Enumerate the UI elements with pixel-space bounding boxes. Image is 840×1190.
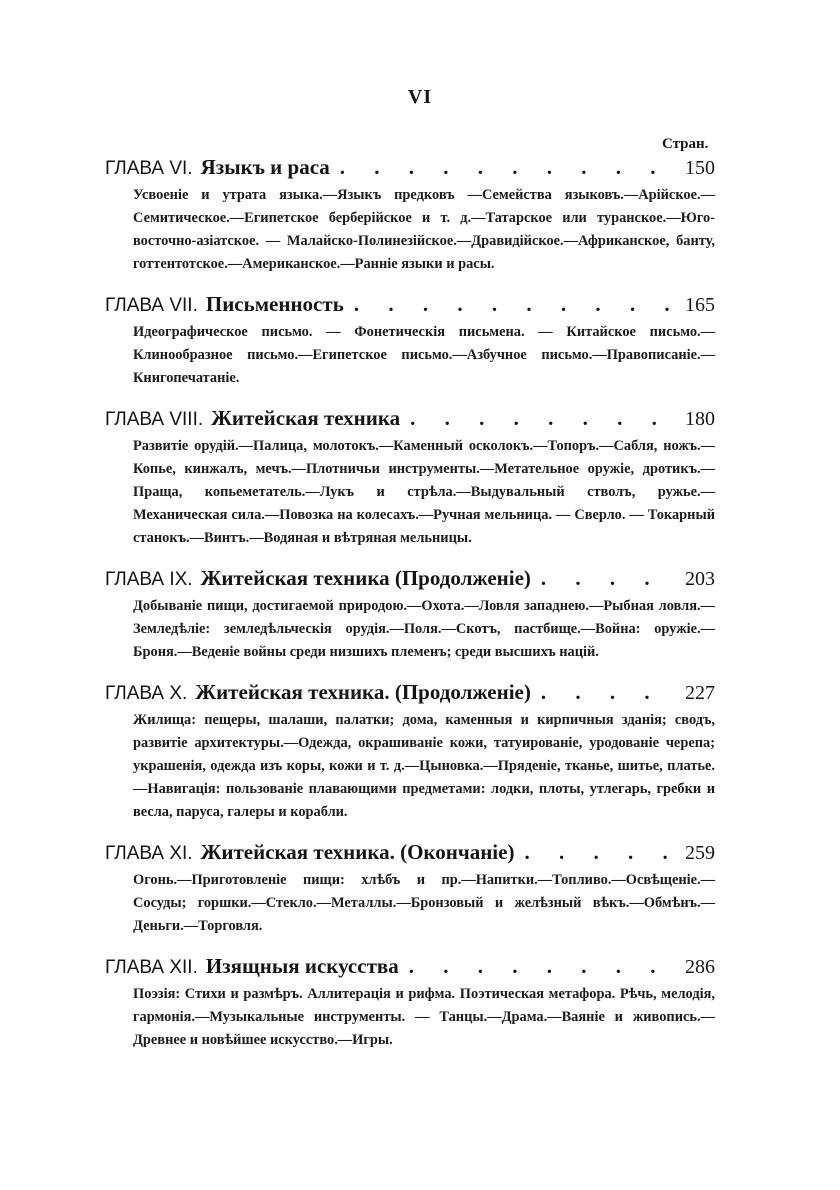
chapter-heading-line xyxy=(105,403,715,433)
chapter-label: ГЛАВА XI. xyxy=(105,843,193,864)
chapter-heading-line xyxy=(105,152,715,182)
chapter-title: Житейская техника. (Окончаніе) xyxy=(200,840,515,864)
chapter-label: ГЛАВА XII. xyxy=(105,957,198,978)
table-of-contents xyxy=(105,152,715,1065)
chapter-label: ГЛАВА VII. xyxy=(105,295,198,316)
chapter-entry xyxy=(105,563,715,664)
chapter-summary: Добываніе пищи, достигаемой природою.—Охота.—Ловля западнею.—Рыбная ловля.—Земледѣліе: земледѣльческія орудія.—Поля.—Скотъ, пастбище.—Война: оружіе.—Броня.—Веденіе войны среди низшихъ племенъ; среди высшихъ націй. xyxy=(133,598,715,660)
dot-leader xyxy=(410,403,675,433)
chapter-entry xyxy=(105,837,715,938)
chapter-title: Изящныя искусства xyxy=(205,954,399,978)
dot-leader xyxy=(340,152,675,182)
dot-leader xyxy=(409,951,675,981)
chapter-label: ГЛАВА VIII. xyxy=(105,409,204,430)
dot-leader xyxy=(524,837,675,867)
dot-leader xyxy=(354,289,675,319)
chapter-page: 180 xyxy=(685,408,715,430)
chapter-label: ГЛАВА VI. xyxy=(105,158,193,179)
chapter-label: ГЛАВА IX. xyxy=(105,569,193,590)
chapter-title: Языкъ и раса xyxy=(200,155,330,179)
pages-column-header: Стран. xyxy=(662,136,709,152)
chapter-entry xyxy=(105,677,715,824)
chapter-summary: Поэзія: Стихи и размѣръ. Аллитерація и рифма. Поэтическая метафора. Рѣчь, мелодія, гармонія.—Музыкальные инструменты. — Танцы.—Драма.—Ваяніе и живопись.—Древнее и новѣйшее искусство.—Игры. xyxy=(133,986,715,1048)
chapter-summary: Усвоеніе и утрата языка.—Языкъ предковъ —Семейства языковъ.—Арійское.—Семитическое.—Египетское берберійское и т. д.—Татарское или туранское.—Юго-восточно-азіатское. — Малайско-Полинезійское.—Дравидійское.—Африканское, банту, готтентотское.—Американское.—Ранніе языки и расы. xyxy=(133,187,715,272)
chapter-heading-line xyxy=(105,951,715,981)
chapter-entry xyxy=(105,403,715,550)
chapter-entry xyxy=(105,152,715,276)
dot-leader xyxy=(541,563,675,593)
chapter-entry xyxy=(105,289,715,390)
chapter-page: 286 xyxy=(685,956,715,978)
chapter-summary: Идеографическое письмо. — Фонетическія письмена. — Китайское письмо.—Клинообразное письмо.—Египетское письмо.—Азбучное письмо.—Правописаніе.—Книгопечатаніе. xyxy=(133,324,715,386)
chapter-page: 259 xyxy=(685,842,715,864)
chapter-title: Житейская техника. (Продолженіе) xyxy=(195,680,531,704)
dot-leader xyxy=(541,677,675,707)
chapter-heading-line xyxy=(105,289,715,319)
chapter-summary: Огонь.—Приготовленіе пищи: хлѣбъ и пр.—Напитки.—Топливо.—Освѣщеніе.—Сосуды; горшки.—Стекло.—Металлы.—Бронзовый и желѣзный вѣкъ.—Обмѣнъ.—Деньги.—Торговля. xyxy=(133,872,715,934)
chapter-title: Житейская техника (Продолженіе) xyxy=(200,566,531,590)
chapter-entry xyxy=(105,951,715,1052)
chapter-summary: Развитіе орудій.—Палица, молотокъ.—Каменный осколокъ.—Топоръ.—Сабля, ножъ.—Копье, кинжалъ, мечъ.—Плотничьи инструменты.—Метательное оружіе, дротикъ.—Праща, копьеметатель.—Лукъ и стрѣла.—Выдувальный стволъ, ружье.—Механическая сила.—Повозка на колесахъ.—Ручная мельница. — Сверло. — Токарный станокъ.—Винтъ.—Водяная и вѣтряная мельницы. xyxy=(133,438,715,546)
chapter-page: 150 xyxy=(685,157,715,179)
chapter-page: 165 xyxy=(685,294,715,316)
chapter-title: Письменность xyxy=(205,292,344,316)
page-number: VI xyxy=(407,86,433,108)
chapter-heading-line xyxy=(105,837,715,867)
chapter-page: 203 xyxy=(685,568,715,590)
chapter-title: Житейская техника xyxy=(211,406,401,430)
chapter-label: ГЛАВА X. xyxy=(105,683,188,704)
chapter-summary: Жилища: пещеры, шалаши, палатки; дома, каменныя и кирпичныя зданія; сводъ, развитіе архитектуры.—Одежда, окрашиваніе кожи, татуированіе, уродованіе черепа; украшенія, одежда изъ коры, кожи и т. д.—Цыновка.—Пряденіе, тканье, шитье, платье.—Навигація: пользованіе плавающими предметами: лодки, плоты, утлегарь, гребки и весла, паруса, галеры и корабли. xyxy=(133,712,715,820)
chapter-page: 227 xyxy=(685,682,715,704)
chapter-heading-line xyxy=(105,677,715,707)
chapter-heading-line xyxy=(105,563,715,593)
